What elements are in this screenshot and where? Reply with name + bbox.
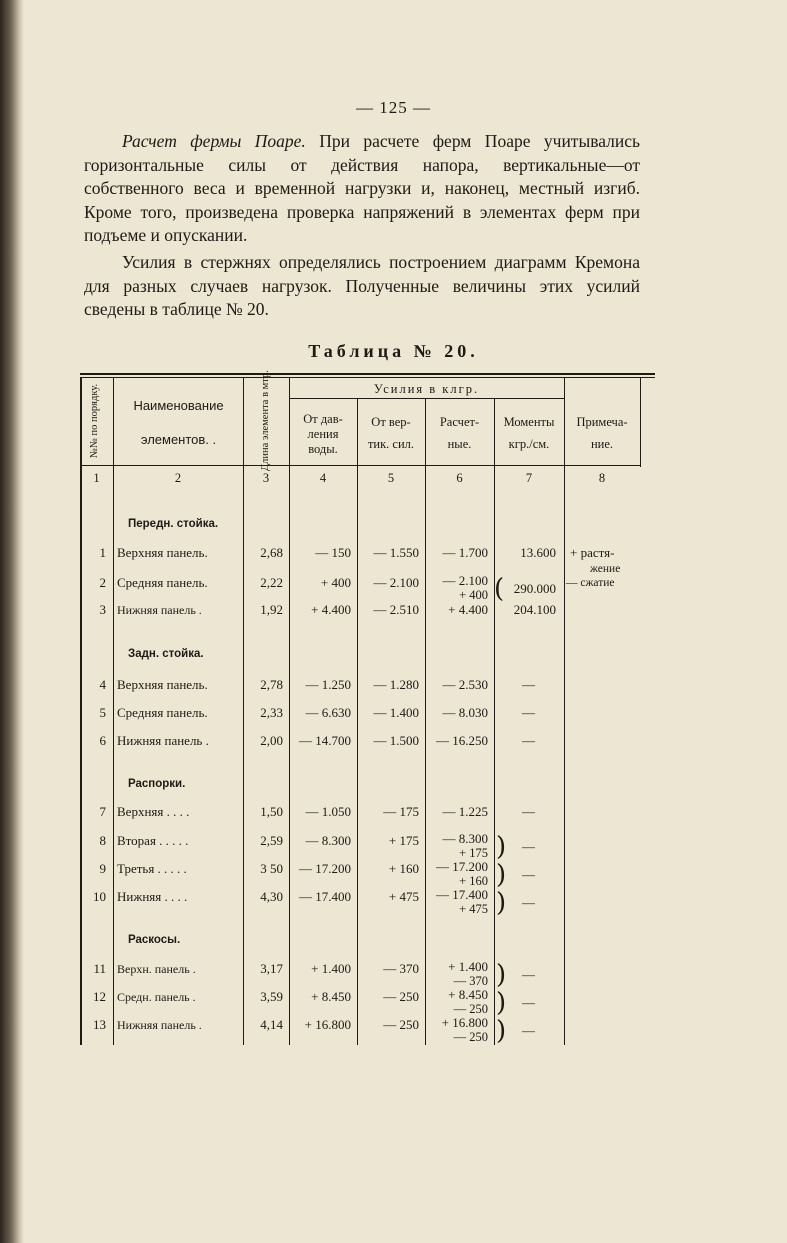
row-calc-secondary: — 250 [453,1030,488,1044]
section-title: Распорки. [128,778,186,790]
row-length: 2,00 [260,733,283,748]
header-group: Усилия в клгр. [373,382,480,396]
row-water: + 4.400 [311,602,351,617]
row-moment: — [522,867,535,882]
row-number: 3 [99,602,106,617]
row-name: Верхн. панель . [117,962,196,976]
row-moment: — [522,967,535,982]
row-name: Нижняя . . . . [117,889,188,904]
row-moment: — [522,804,535,819]
brace-right-icon: ) [496,1016,507,1046]
book-spine-shadow [0,0,24,1243]
row-calc-secondary: + 175 [459,846,488,860]
row-vertical: — 250 [383,989,419,1004]
row-water: + 1.400 [311,961,351,976]
row-vertical: — 1.280 [373,677,419,692]
row-vertical: + 160 [388,861,419,876]
row-vertical: — 2.100 [373,575,419,590]
row-calc: + 4.400 [448,602,488,617]
brace-right-icon: ) [496,988,507,1018]
row-calc-secondary: — 370 [453,974,488,988]
row-moment: 290.000 [513,581,556,596]
brace-right-icon: ) [496,832,507,862]
col-divider-4 [357,399,358,1045]
header-col3: Длина элемента в мтр. [260,370,271,471]
row-length: 2,68 [260,545,283,560]
row-number: 9 [99,861,106,876]
paragraph-1-text: При расчете ферм Поаре учитывались горизонтальные силы от действия напора, вертикальные—от собственного веса и временной нагрузки и, наконец, местный изгиб. Кроме того, произведена проверка напряжений в элементах ферм при подъеме и опускании. [84,131,641,246]
row-name: Средн. панель . [117,990,196,1004]
row-vertical: + 475 [388,889,419,904]
col-number-8: 8 [598,471,606,485]
row-number: 13 [93,1017,106,1032]
header-col4-l3: воды. [308,442,338,456]
row-moment: — [522,839,535,854]
row-number: 2 [99,575,106,590]
row-number: 4 [99,677,106,692]
brace-left-icon: ( [494,574,505,604]
section-title: Раскосы. [128,934,181,946]
row-note: + растя- [570,545,615,560]
row-calc: — 8.300 [442,831,488,846]
row-moment: 13.600 [520,545,556,560]
header-col4-l1: От дав- [303,412,343,426]
paragraph-1 [84,130,640,248]
col-number-4: 4 [319,471,327,485]
row-calc: — 1.700 [442,545,488,560]
row-number: 5 [99,705,106,720]
row-calc: — 2.530 [442,677,488,692]
table-top-rule [80,373,655,375]
header-col2-line1: Наименование [133,398,224,413]
row-moment: — [522,733,535,748]
header-col1: №№ по порядку. [89,383,100,459]
row-length: 4,14 [260,1017,283,1032]
row-calc-secondary: + 475 [459,902,488,916]
row-vertical: — 370 [383,961,419,976]
row-number: 10 [93,889,106,904]
header-col5-l1: От вер- [371,415,411,429]
group-underline [289,398,564,399]
row-water: + 400 [320,575,351,590]
brace-right-icon: ) [496,888,507,918]
header-col8-l2: ние. [590,437,614,451]
row-water: — 17.400 [299,889,351,904]
table-top-rule-thin [80,377,655,378]
row-length: 2,78 [260,677,283,692]
col-number-3: 3 [262,471,270,485]
row-length: 4,30 [260,889,283,904]
row-calc: — 2.100 [442,573,488,588]
header-bottom-rule [80,465,640,466]
row-name: Верхняя . . . . [117,804,190,819]
header-col7-l1: Моменты [503,415,555,429]
row-water: — 6.630 [305,705,351,720]
row-vertical: — 2.510 [373,602,419,617]
row-water: — 150 [315,545,351,560]
row-note-compression: — сжатие [566,577,615,589]
row-moment: — [522,705,535,720]
col-divider-6 [494,399,495,1045]
row-name: Верхняя панель. [117,677,208,692]
row-water: + 16.800 [304,1017,351,1032]
header-col8-l1: Примеча- [576,415,628,429]
row-calc: + 16.800 [441,1015,488,1030]
header-col6-l2: ные. [447,437,472,451]
table-title: Таблица № 20. [308,341,479,361]
row-number: 6 [99,733,106,748]
paragraph-1-lead: Расчет фермы Поаре. [122,131,306,151]
row-calc: — 1.225 [442,804,488,819]
row-vertical: — 1.500 [373,733,419,748]
row-moment: — [522,677,535,692]
row-moment: — [522,895,535,910]
row-vertical: + 175 [388,833,419,848]
row-water: — 1.250 [305,677,351,692]
section-title: Передн. стойка. [128,518,219,530]
row-calc: — 17.400 [436,887,488,902]
row-name: Третья . . . . . [117,861,187,876]
row-name: Нижняя панель . [117,1018,202,1032]
row-name: Нижняя панель . [117,603,202,617]
header-col5-l2: тик. сил. [367,437,415,451]
row-water: + 8.450 [311,989,351,1004]
row-vertical: — 175 [383,804,419,819]
row-number: 1 [99,545,106,560]
row-moment: — [522,995,535,1010]
header-col6-l1: Расчет- [439,415,480,429]
section-title: Задн. стойка. [128,648,204,660]
row-number: 8 [99,833,106,848]
row-calc-secondary: + 400 [459,588,488,602]
row-length: 2,22 [260,575,283,590]
col-number-2: 2 [174,471,182,485]
row-vertical: — 1.550 [373,545,419,560]
page-number: — 125 — [356,98,431,117]
row-calc: — 8.030 [442,705,488,720]
row-water: — 8.300 [305,833,351,848]
brace-right-icon: ) [496,860,507,890]
row-water: — 14.700 [299,733,351,748]
row-length: 1,92 [260,602,283,617]
row-calc: — 17.200 [436,859,488,874]
row-calc: + 8.450 [448,987,488,1002]
col-number-6: 6 [456,471,463,485]
row-length: 2,59 [260,833,283,848]
col-number-7: 7 [525,471,533,485]
brace-right-icon: ) [496,960,507,990]
row-moment: 204.100 [513,602,556,617]
row-number: 11 [93,961,106,976]
row-name: Нижняя панель . [117,733,209,748]
row-calc-secondary: — 250 [453,1002,488,1016]
row-name: Средняя панель. [117,705,208,720]
col-divider-5 [425,399,426,1045]
header-col4-l2: ления [307,427,339,441]
col-number-1: 1 [93,471,100,485]
row-water: — 1.050 [305,804,351,819]
row-number: 12 [93,989,106,1004]
row-name: Средняя панель. [117,575,208,590]
paragraph-2: Усилия в стержнях определялись построением диаграмм Кремона для разных случаев нагрузок. Полученные величины этих усилий сведены в таблице № 20. [84,252,640,320]
row-number: 7 [99,804,106,819]
col-number-5: 5 [387,471,395,485]
row-vertical: — 250 [383,1017,419,1032]
row-calc: — 16.250 [436,733,488,748]
header-col2-line2: элементов. . [140,432,217,447]
row-length: 3,17 [260,961,283,976]
row-calc-secondary: + 160 [459,874,488,888]
row-moment: — [522,1023,535,1038]
row-vertical: — 1.400 [373,705,419,720]
row-name: Вторая . . . . . [117,833,189,848]
row-name: Верхняя панель. [117,545,208,560]
table-right-border [640,377,641,467]
row-length: 1,50 [260,804,283,819]
row-length: 2,33 [260,705,283,720]
row-note: жение [590,563,621,575]
row-water: — 17.200 [299,861,351,876]
header-col7-l2: кгр./см. [508,437,550,451]
row-length: 3 50 [260,861,283,876]
row-calc: + 1.400 [448,959,488,974]
row-length: 3,59 [260,989,283,1004]
